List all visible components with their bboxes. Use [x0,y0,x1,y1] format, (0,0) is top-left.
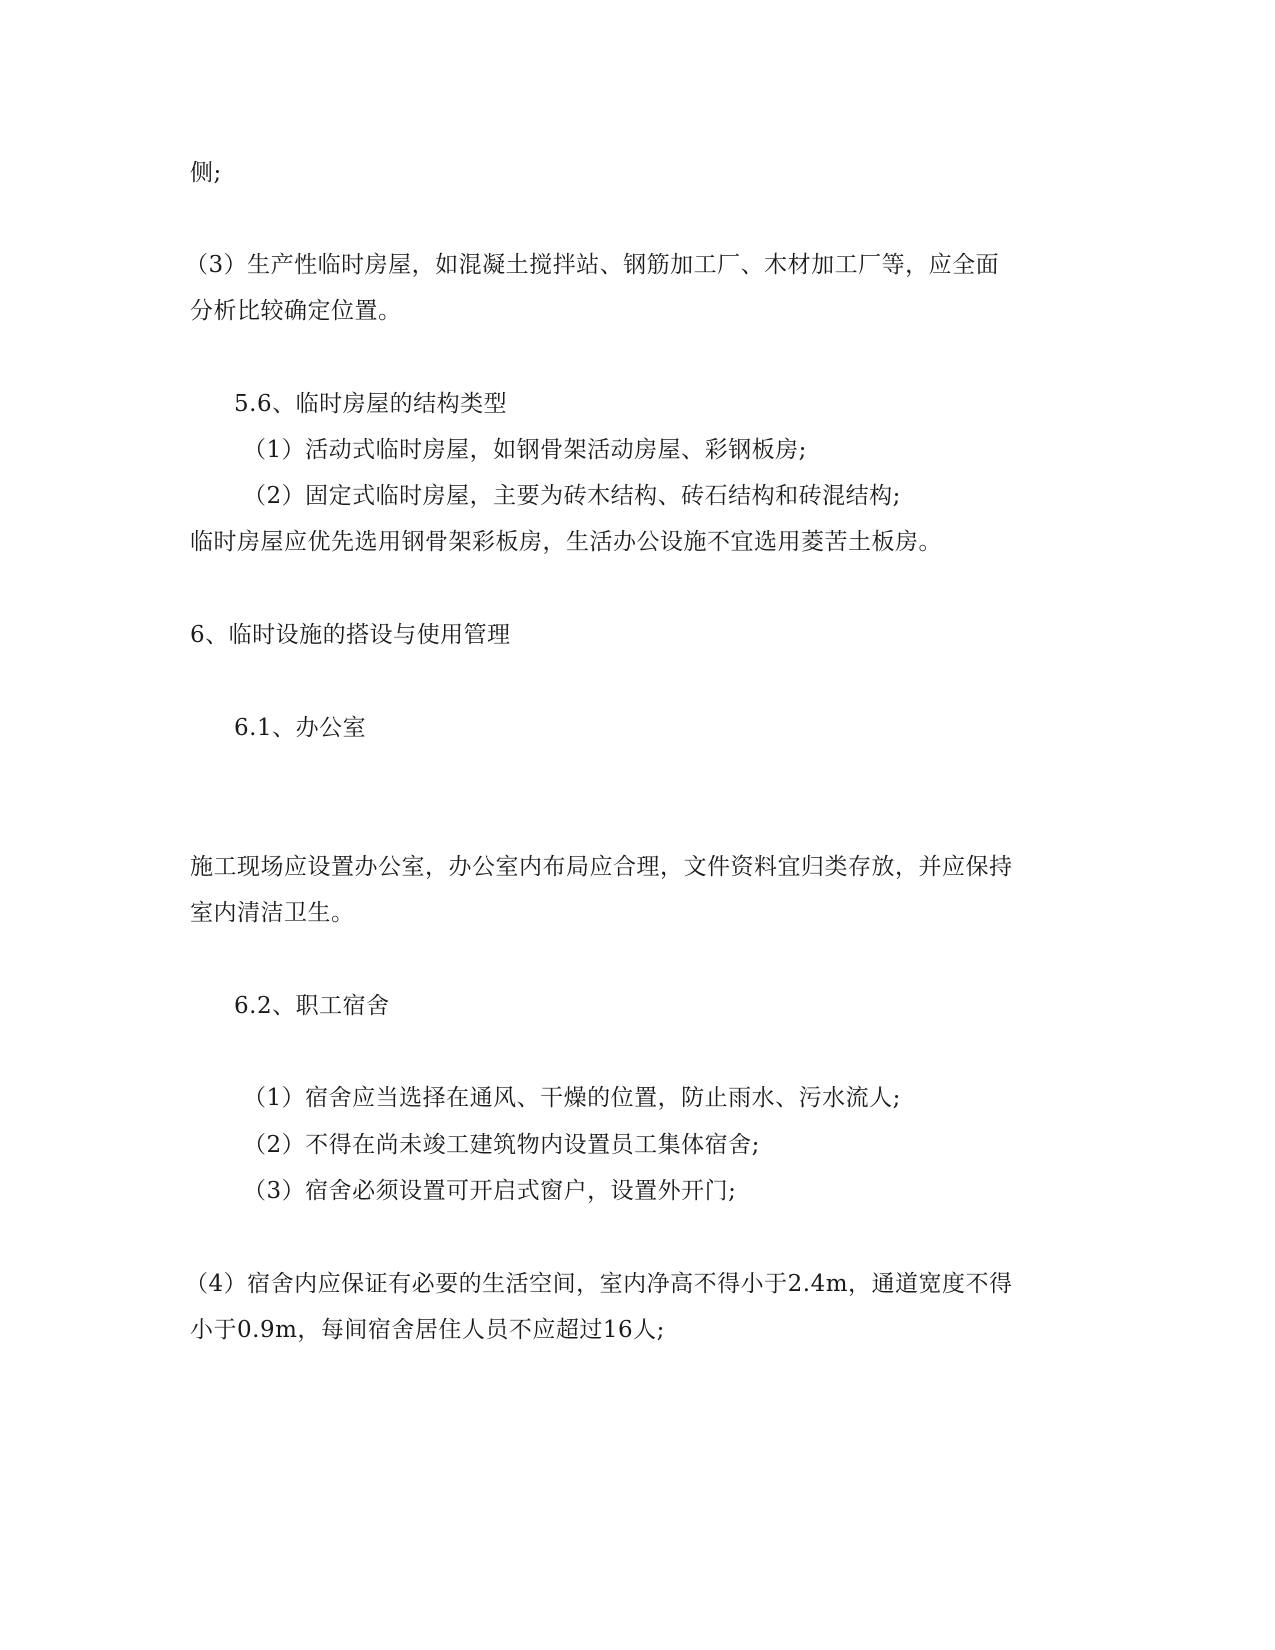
section-heading: 6.1、办公室 [234,715,367,741]
paragraph-line: （1）活动式临时房屋，如钢骨架活动房屋、彩钢板房; [243,437,807,463]
paragraph-line: 分析比较确定位置。 [190,298,402,324]
paragraph-line: 临时房屋应优先选用钢骨架彩板房，生活办公设施不宜选用菱苦土板房。 [190,529,942,555]
paragraph-line: 室内清洁卫生。 [190,900,355,926]
paragraph-line: （2）不得在尚未竣工建筑物内设置员工集体宿舍; [243,1132,760,1158]
paragraph-line: （4）宿舍内应保证有必要的生活空间，室内净高不得小于2.4m，通道宽度不得 [185,1271,1013,1297]
paragraph-line: （3）宿舍必须设置可开启式窗户，设置外开门; [243,1178,737,1204]
paragraph-line: 侧; [190,160,222,186]
section-heading: 6.2、职工宿舍 [234,993,390,1019]
paragraph-line: （2）固定式临时房屋，主要为砖木结构、砖石结构和砖混结构; [243,483,901,509]
section-heading: 5.6、临时房屋的结构类型 [234,391,508,417]
chapter-heading: 6、临时设施的搭设与使用管理 [190,622,511,648]
paragraph-line: 施工现场应设置办公室，办公室内布局应合理，文件资料宜归类存放，并应保持 [190,854,1013,880]
paragraph-line: 小于0.9m，每间宿舍居住人员不应超过16人; [190,1317,665,1343]
paragraph-line: （1）宿舍应当选择在通风、干燥的位置，防止雨水、污水流人; [243,1085,901,1111]
paragraph-line: （3）生产性临时房屋，如混凝土搅拌站、钢筋加工厂、木材加工厂等，应全面 [185,252,1000,278]
